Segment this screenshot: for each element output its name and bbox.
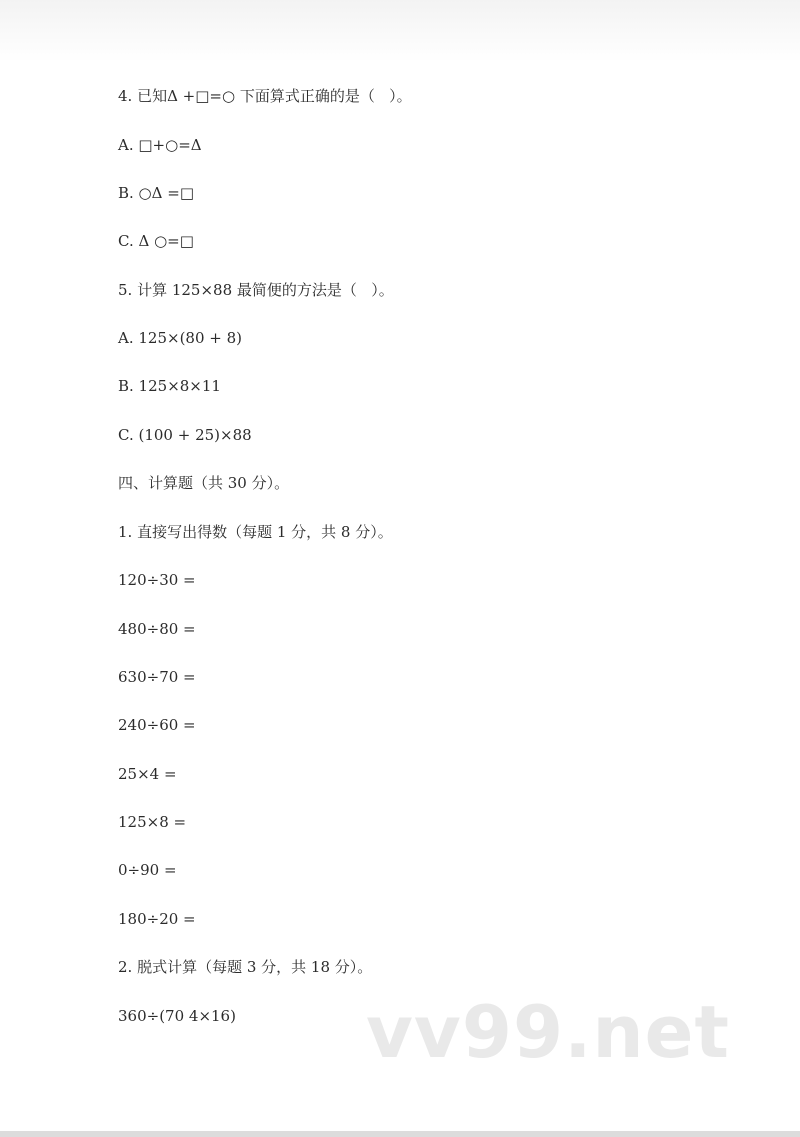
watermark: vv99.net	[366, 990, 730, 1074]
page-top-shade	[0, 0, 800, 62]
equation-line: 240÷60 =	[118, 716, 196, 734]
question-4-option-b: B. ○Δ =□	[118, 184, 194, 202]
question-5-stem: 5. 计算 125×88 最简便的方法是（ ）。	[118, 281, 394, 299]
question-5-option-b: B. 125×8×11	[118, 377, 221, 395]
subsection-2-heading: 2. 脱式计算（每题 3 分，共 18 分）。	[118, 958, 373, 976]
equation-line: 120÷30 =	[118, 571, 196, 589]
section-heading: 四、计算题（共 30 分）。	[118, 474, 290, 492]
question-4-option-a: A. □+○=Δ	[118, 136, 202, 154]
equation-line: 180÷20 =	[118, 910, 196, 928]
equation-line: 0÷90 =	[118, 861, 177, 879]
question-4-stem: 4. 已知Δ +□=○ 下面算式正确的是（ ）。	[118, 87, 412, 105]
equation-line: 480÷80 =	[118, 620, 196, 638]
equation-line: 25×4 =	[118, 765, 177, 783]
question-5-option-c: C. (100 + 25)×88	[118, 426, 252, 444]
question-5-option-a: A. 125×(80 + 8)	[118, 329, 243, 347]
page-bottom-edge	[0, 1131, 800, 1137]
expression-line: 360÷(70 4×16)	[118, 1007, 236, 1025]
equation-line: 630÷70 =	[118, 668, 196, 686]
equation-line: 125×8 =	[118, 813, 187, 831]
subsection-1-heading: 1. 直接写出得数（每题 1 分，共 8 分）。	[118, 523, 393, 541]
question-4-option-c: C. Δ ○=□	[118, 232, 194, 250]
